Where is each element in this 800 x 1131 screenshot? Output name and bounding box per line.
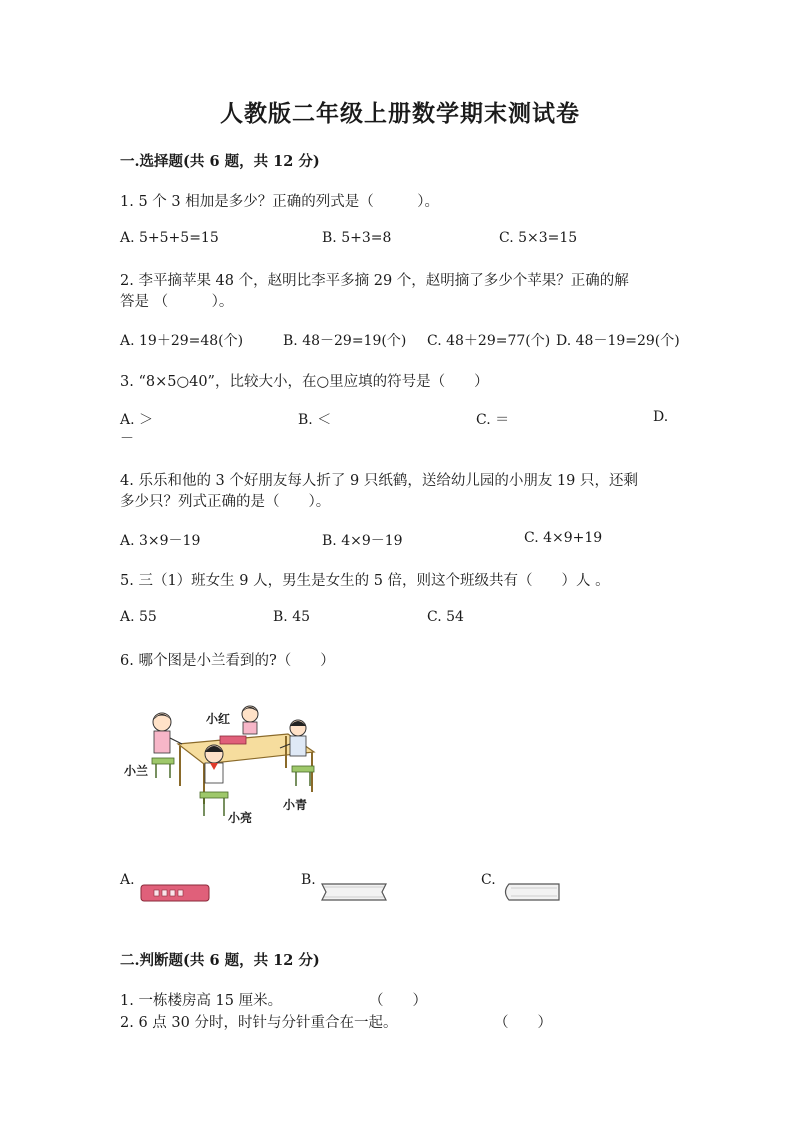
- question-3-option-c[interactable]: C. ＝: [476, 412, 510, 428]
- question-5-option-a[interactable]: A. 55: [120, 609, 157, 625]
- question-6-text: 6. 哪个图是小兰看到的?（ ）: [120, 653, 335, 669]
- book-view-a-image[interactable]: [140, 883, 210, 903]
- question-6-option-c[interactable]: C.: [481, 872, 496, 888]
- question-5-option-b[interactable]: B. 45: [273, 609, 311, 625]
- judgement-1-blank[interactable]: （ ）: [369, 993, 427, 1009]
- question-1-option-a[interactable]: A. 5+5+5=15: [120, 230, 219, 246]
- question-4-text-line1: 4. 乐乐和他的 3 个好朋友每人折了 9 只纸鹤，送给幼儿园的小朋友 19 只，还剩: [120, 473, 638, 489]
- figure-label-xiaoliang: 小亮: [228, 811, 253, 825]
- question-2-option-a[interactable]: A. 19＋29=48(个): [120, 333, 244, 349]
- question-1-option-c[interactable]: C. 5×3=15: [499, 230, 578, 246]
- section-heading-judgement: 二.判断题(共 6 题，共 12 分): [120, 952, 320, 969]
- judgement-2-text: 2. 6 点 30 分时，时针与分针重合在一起。: [120, 1015, 398, 1031]
- question-3-option-b[interactable]: B. ＜: [298, 412, 332, 428]
- question-2-text-line1: 2. 李平摘苹果 48 个，赵明比李平多摘 29 个，赵明摘了多少个苹果？正确的解: [120, 273, 629, 289]
- question-2-option-c[interactable]: C. 48＋29=77(个): [427, 333, 551, 349]
- question-4-option-c[interactable]: C. 4×9+19: [524, 530, 603, 546]
- question-4-option-b[interactable]: B. 4×9－19: [322, 533, 403, 549]
- figure-label-xiaoqing: 小青: [283, 798, 308, 812]
- book-view-b-image[interactable]: [320, 881, 388, 903]
- figure-label-xiaohong: 小红: [206, 712, 231, 726]
- question-6-option-a[interactable]: A.: [120, 872, 135, 888]
- question-3-option-d-symbol: －: [120, 431, 134, 447]
- question-3-option-d[interactable]: D.: [653, 409, 669, 425]
- book-view-c-image[interactable]: [501, 881, 563, 903]
- question-1-text: 1. 5 个 3 相加是多少？正确的列式是（ ）。: [120, 194, 439, 210]
- question-4-text-line2: 多少只？列式正确的是（ ）。: [120, 494, 331, 510]
- judgement-1-text: 1. 一栋楼房高 15 厘米。: [120, 993, 283, 1009]
- question-5-option-c[interactable]: C. 54: [427, 609, 464, 625]
- question-2-option-d[interactable]: D. 48－19=29(个): [556, 333, 680, 349]
- judgement-2-blank[interactable]: （ ）: [494, 1015, 552, 1031]
- question-1-option-b[interactable]: B. 5+3=8: [322, 230, 392, 246]
- question-5-text: 5. 三（1）班女生 9 人，男生是女生的 5 倍，则这个班级共有（ ）人 。: [120, 573, 610, 589]
- question-6-option-b[interactable]: B.: [301, 872, 316, 888]
- question-3-text: 3. “8×5○40”，比较大小，在○里应填的符号是（ ）: [120, 374, 489, 390]
- question-2-option-b[interactable]: B. 48－29=19(个): [283, 333, 407, 349]
- question-2-text-line2: 答是 （ ）。: [120, 294, 234, 310]
- figure-label-xiaolan: 小兰: [124, 764, 149, 778]
- question-4-option-a[interactable]: A. 3×9－19: [120, 533, 201, 549]
- page-title: 人教版二年级上册数学期末测试卷: [220, 100, 580, 127]
- question-3-option-a[interactable]: A. ＞: [120, 412, 154, 428]
- section-heading-choice: 一.选择题(共 6 题，共 12 分): [120, 153, 320, 170]
